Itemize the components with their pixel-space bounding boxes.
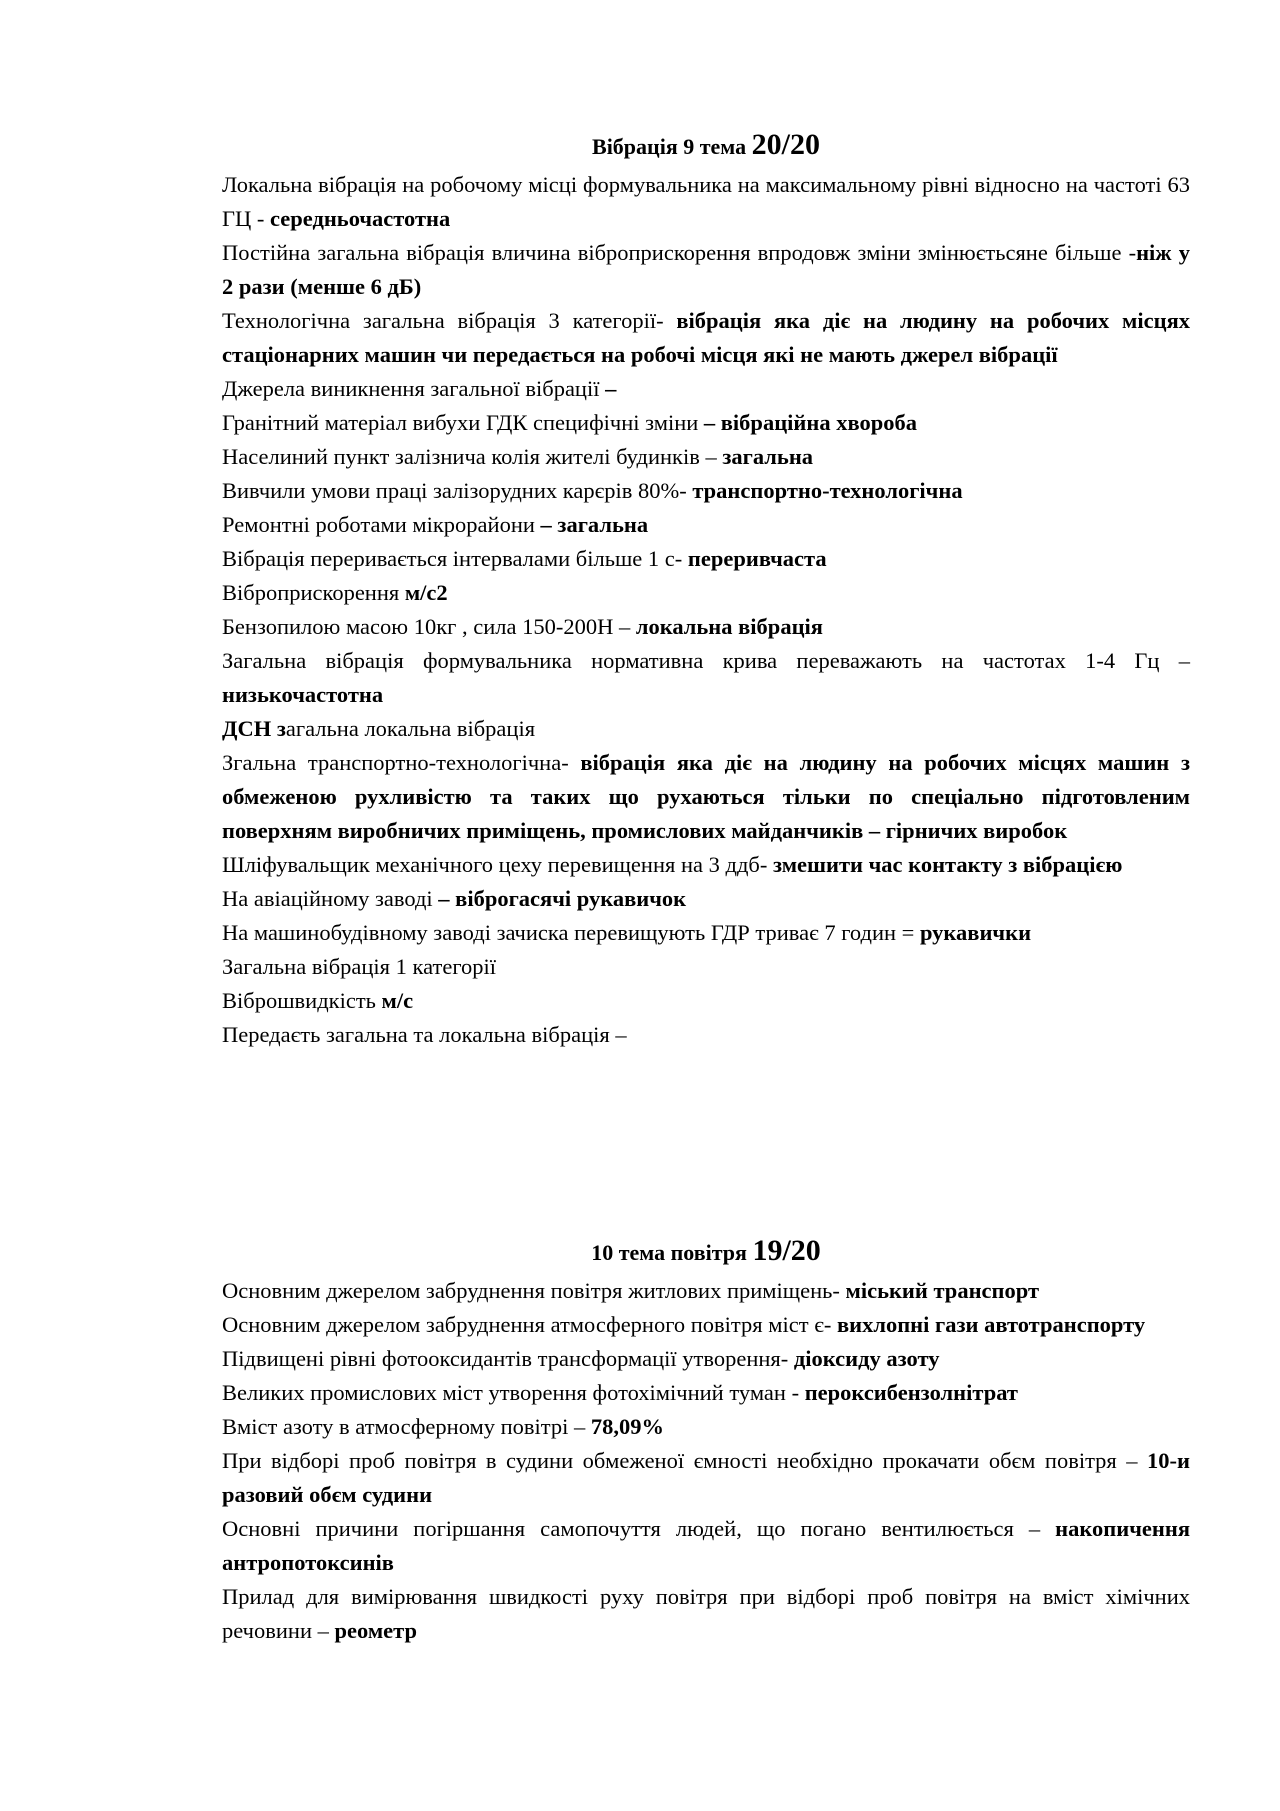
question-text: Населиний пункт залізнича колія жителі будинків – (222, 444, 723, 469)
answer-text: 10-и разовий обєм судини (222, 1448, 1190, 1507)
question-text: Віброшвидкість (222, 988, 382, 1013)
paragraph (222, 508, 1190, 542)
paragraph (222, 1580, 1190, 1648)
answer-text: переривчаста (687, 546, 827, 571)
question-text: Віброприскорення (222, 580, 405, 605)
section-body (222, 168, 1190, 1052)
answer-text: – вібраційна хвороба (703, 410, 917, 435)
question-text: Вміст азоту в атмосферному повітрі – (222, 1414, 591, 1439)
paragraph (222, 406, 1190, 440)
question-text: Шліфувальщик механічного цеху перевищення на 3 ддб- (222, 852, 773, 877)
question-text: На авіаційному заводі (222, 886, 439, 911)
section-body (222, 1274, 1190, 1648)
paragraph (222, 644, 1190, 712)
question-text: Бензопилою масою 10кг , сила 150-200Н – (222, 614, 636, 639)
paragraph (222, 236, 1190, 304)
answer-text: вібрація яка діє на людину на робочих місцях машин з обмеженою рухливістю та таких що рухаються тільки по спеціально підготовленим поверхням виробничих приміщень, промислових майданчиків – гірничих виробок (222, 750, 1190, 843)
answer-text: локальна вібрація (635, 614, 823, 639)
paragraph (222, 746, 1190, 848)
answer-text: рукавички (919, 920, 1032, 945)
question-text: Локальна вібрація на робочому місці формувальника на максимальному рівні відносно на частоті 63 ГЦ - (222, 172, 1190, 231)
section-heading (222, 122, 1190, 168)
question-text: Постійна загальна вібрація вличина віброприскорення впродовж зміни змінюєтьсяне більше - (222, 240, 1137, 265)
paragraph (222, 1274, 1190, 1308)
answer-text: м/с2 (404, 580, 448, 605)
question-text: Загальна вібрація формувальника нормативна крива переважають на частотах 1-4 Гц – (222, 648, 1190, 673)
question-text: Загальна вібрація 1 категорії (222, 954, 496, 979)
answer-text: – віброгасячі рукавичок (438, 886, 687, 911)
answer-text: загальна (722, 444, 814, 469)
question-text: Вібрація переривається інтервалами більше 1 с- (222, 546, 688, 571)
question-text: Гранітний матеріал вибухи ГДК специфічні зміни (222, 410, 704, 435)
section-air (222, 1228, 1190, 1648)
paragraph (222, 950, 1190, 984)
answer-text: 78,09% (590, 1414, 665, 1439)
question-text: агальна локальна вібрація (285, 716, 536, 741)
paragraph (222, 576, 1190, 610)
answer-text: вихлопні гази автотранспорту (836, 1312, 1146, 1337)
answer-text: пероксибензолнітрат (804, 1380, 1018, 1405)
answer-text: ДСН з (222, 716, 286, 741)
paragraph (222, 1410, 1190, 1444)
question-text: Технологічна загальна вібрація 3 категорії- (222, 308, 677, 333)
paragraph (222, 1444, 1190, 1512)
paragraph (222, 984, 1190, 1018)
paragraph (222, 712, 1190, 746)
paragraph (222, 848, 1190, 882)
question-text: Основним джерелом забруднення повітря житлових приміщень- (222, 1278, 846, 1303)
question-text: Основні причини погіршання самопочуття людей, що погано вентилюється – (222, 1516, 1056, 1541)
section-score: 20/20 (751, 128, 820, 161)
question-text: Передаєть загальна та локальна вібрація – (222, 1022, 627, 1047)
question-text: Вивчили умови праці залізорудних карєрів 80%- (222, 478, 693, 503)
answer-text: реометр (334, 1618, 417, 1643)
paragraph (222, 474, 1190, 508)
answer-text: транспортно-технологічна (692, 478, 963, 503)
section-title: 10 тема повітря (591, 1240, 753, 1265)
paragraph (222, 372, 1190, 406)
paragraph (222, 168, 1190, 236)
question-text: Джерела виникнення загальної вібрації (222, 376, 606, 401)
paragraph (222, 882, 1190, 916)
paragraph (222, 1018, 1190, 1052)
section-vibration (222, 122, 1190, 1052)
answer-text: змешити час контакту з вібрацією (772, 852, 1123, 877)
answer-text: – загальна (540, 512, 649, 537)
answer-text: середньочастотна (270, 206, 451, 231)
answer-text: міський транспорт (845, 1278, 1040, 1303)
question-text: Великих промислових міст утворення фотохімічний туман - (222, 1380, 805, 1405)
answer-text: накопичення антропотоксинів (222, 1516, 1190, 1575)
answer-text: ніж у 2 рази (менше 6 дБ) (222, 240, 1190, 299)
question-text: Підвищені рівні фотооксидантів трансформації утворення- (222, 1346, 794, 1371)
question-text: Ремонтні роботами мікрорайони (222, 512, 541, 537)
paragraph (222, 610, 1190, 644)
paragraph (222, 304, 1190, 372)
paragraph (222, 1308, 1190, 1342)
paragraph (222, 1376, 1190, 1410)
answer-text: м/с (381, 988, 414, 1013)
question-text: Основним джерелом забруднення атмосферного повітря міст є- (222, 1312, 837, 1337)
question-text: При відборі проб повітря в судини обмеженої ємності необхідно прокачати обєм повітря – (222, 1448, 1148, 1473)
section-heading (222, 1228, 1190, 1274)
section-score: 19/20 (752, 1234, 821, 1267)
question-text: Прилад для вимірювання швидкості руху повітря при відборі проб повітря на вміст хімічних речовини – (222, 1584, 1190, 1643)
paragraph (222, 440, 1190, 474)
paragraph (222, 916, 1190, 950)
answer-text: – (605, 376, 617, 401)
answer-text: вібрація яка діє на людину на робочих місцях стаціонарних машин чи передається на робочі місця які не мають джерел вібрації (222, 308, 1190, 367)
paragraph (222, 1342, 1190, 1376)
paragraph (222, 1512, 1190, 1580)
answer-text: діоксиду азоту (793, 1346, 940, 1371)
question-text: Згальна транспортно-технологічна- (222, 750, 581, 775)
section-title: Вібрація 9 тема (592, 134, 752, 159)
answer-text: низькочастотна (222, 682, 384, 707)
paragraph (222, 542, 1190, 576)
question-text: На машинобудівному заводі зачиска перевищують ГДР триває 7 годин = (222, 920, 920, 945)
